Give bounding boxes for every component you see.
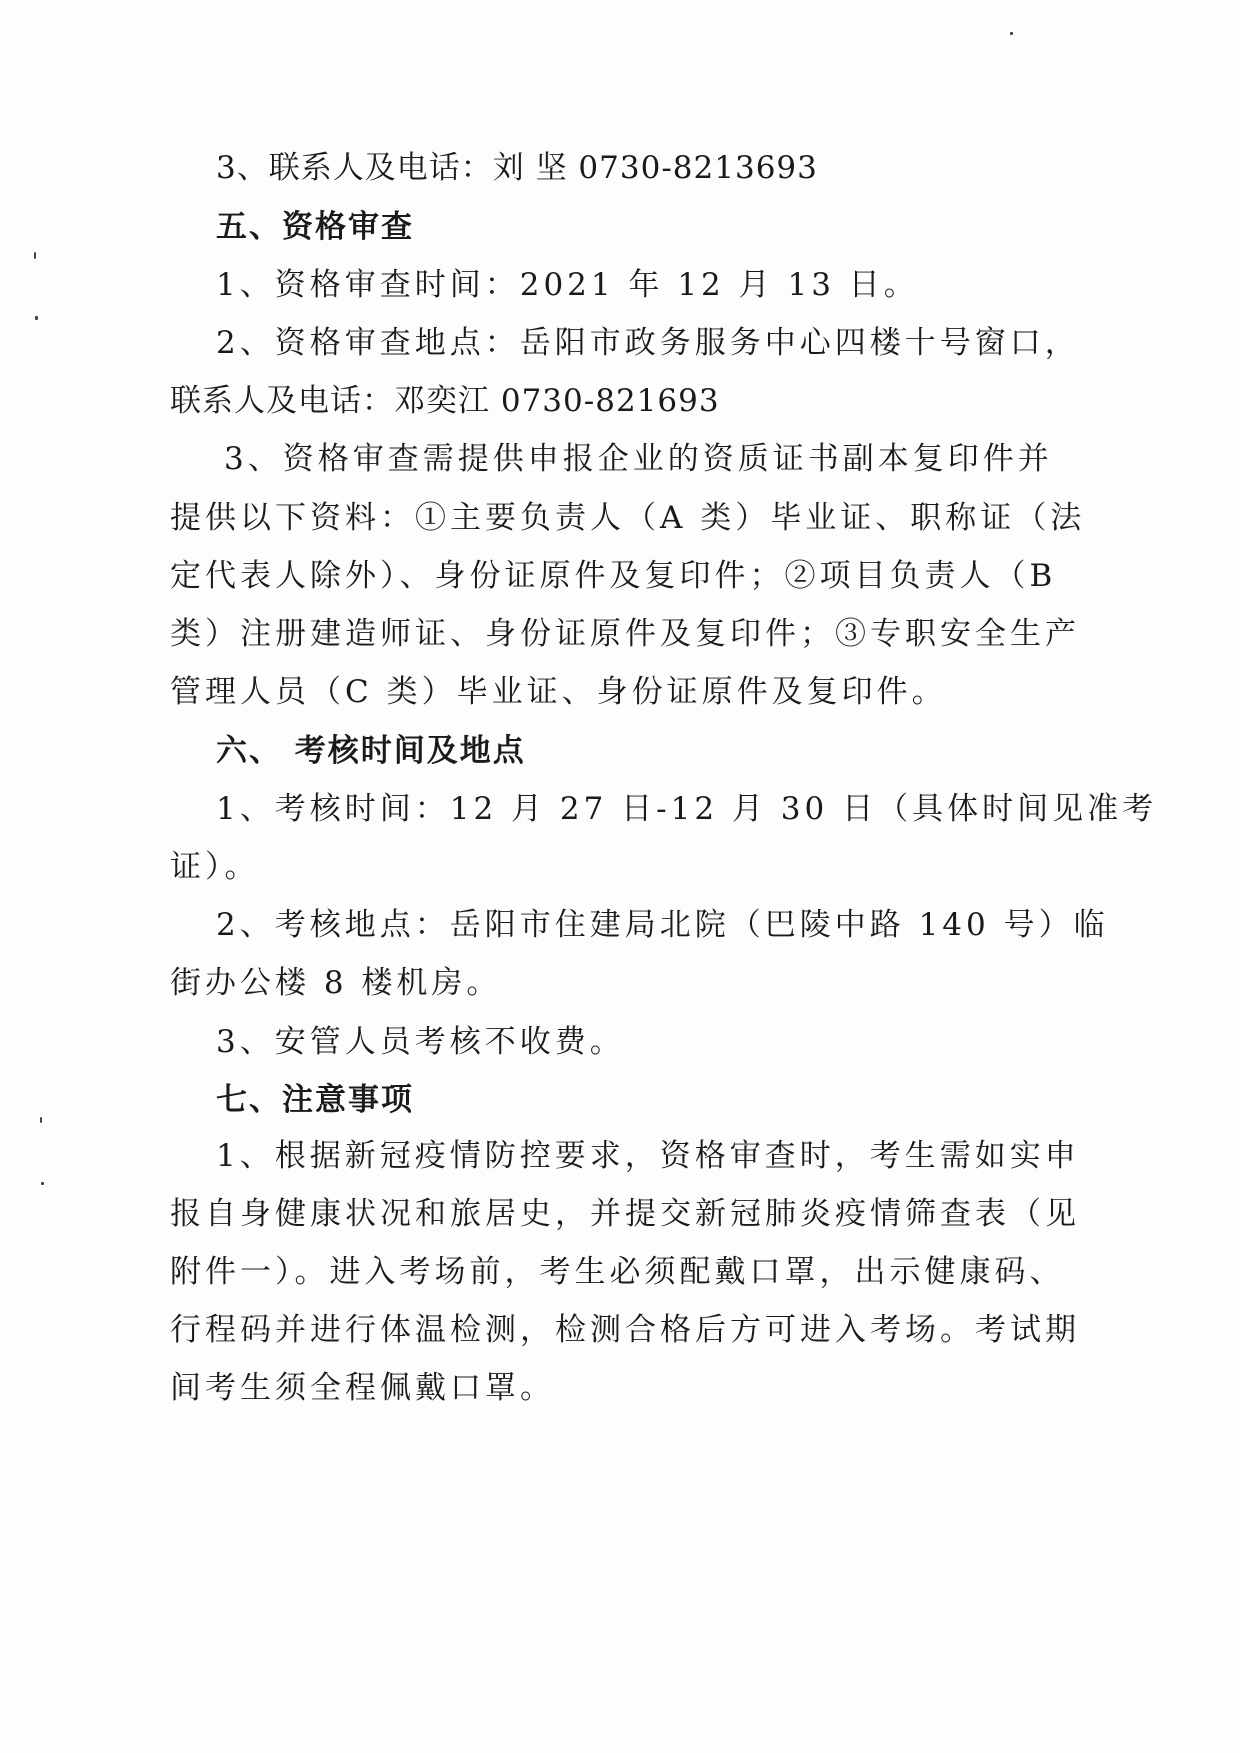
scan-speck — [34, 252, 36, 259]
review-materials-line-1: 3、资格审查需提供申报企业的资质证书副本复印件并 — [224, 441, 1053, 477]
exam-time-line-2: 证）。 — [170, 849, 260, 885]
contact-line: 3、联系人及电话：刘 坚 0730-8213693 — [216, 150, 818, 186]
review-materials-line-4: 类）注册建造师证、身份证原件及复印件；③专职安全生产 — [170, 616, 1080, 652]
scan-speck — [41, 1182, 44, 1185]
section-heading-notes: 七、注意事项 — [216, 1082, 414, 1118]
review-materials-line-2: 提供以下资料：①主要负责人（A 类）毕业证、职称证（法 — [170, 500, 1086, 536]
review-contact-line: 联系人及电话：邓奕江 0730-821693 — [170, 383, 720, 419]
section-heading-qualification-review: 五、资格审查 — [216, 209, 414, 245]
section-heading-exam-time-place: 六、 考核时间及地点 — [216, 733, 526, 769]
review-location-line: 2、资格审查地点：岳阳市政务服务中心四楼十号窗口， — [216, 325, 1080, 361]
notes-line-2: 报自身健康状况和旅居史，并提交新冠肺炎疫情筛查表（见 — [170, 1196, 1080, 1232]
notes-line-4: 行程码并进行体温检测，检测合格后方可进入考场。考试期 — [170, 1312, 1080, 1348]
exam-location-line-1: 2、考核地点：岳阳市住建局北院（巴陵中路 140 号）临 — [216, 907, 1109, 943]
notes-line-1: 1、根据新冠疫情防控要求，资格审查时，考生需如实申 — [216, 1138, 1080, 1174]
review-materials-line-3: 定代表人除外）、身份证原件及复印件；②项目负责人（B — [170, 558, 1057, 594]
review-time-line: 1、资格审查时间：2021 年 12 月 13 日。 — [216, 267, 919, 303]
scan-speck — [40, 1117, 42, 1123]
notes-line-3: 附件一）。进入考场前，考生必须配戴口罩，出示健康码、 — [170, 1254, 1065, 1290]
scan-speck — [1010, 32, 1013, 35]
exam-time-line-1: 1、考核时间：12 月 27 日-12 月 30 日（具体时间见准考 — [216, 791, 1158, 827]
notes-line-5: 间考生须全程佩戴口罩。 — [170, 1370, 555, 1406]
review-materials-line-5: 管理人员（C 类）毕业证、身份证原件及复印件。 — [170, 674, 947, 710]
scan-speck — [35, 316, 38, 320]
exam-location-line-2: 街办公楼 8 楼机房。 — [170, 965, 502, 1001]
exam-fee-line: 3、安管人员考核不收费。 — [216, 1024, 625, 1060]
